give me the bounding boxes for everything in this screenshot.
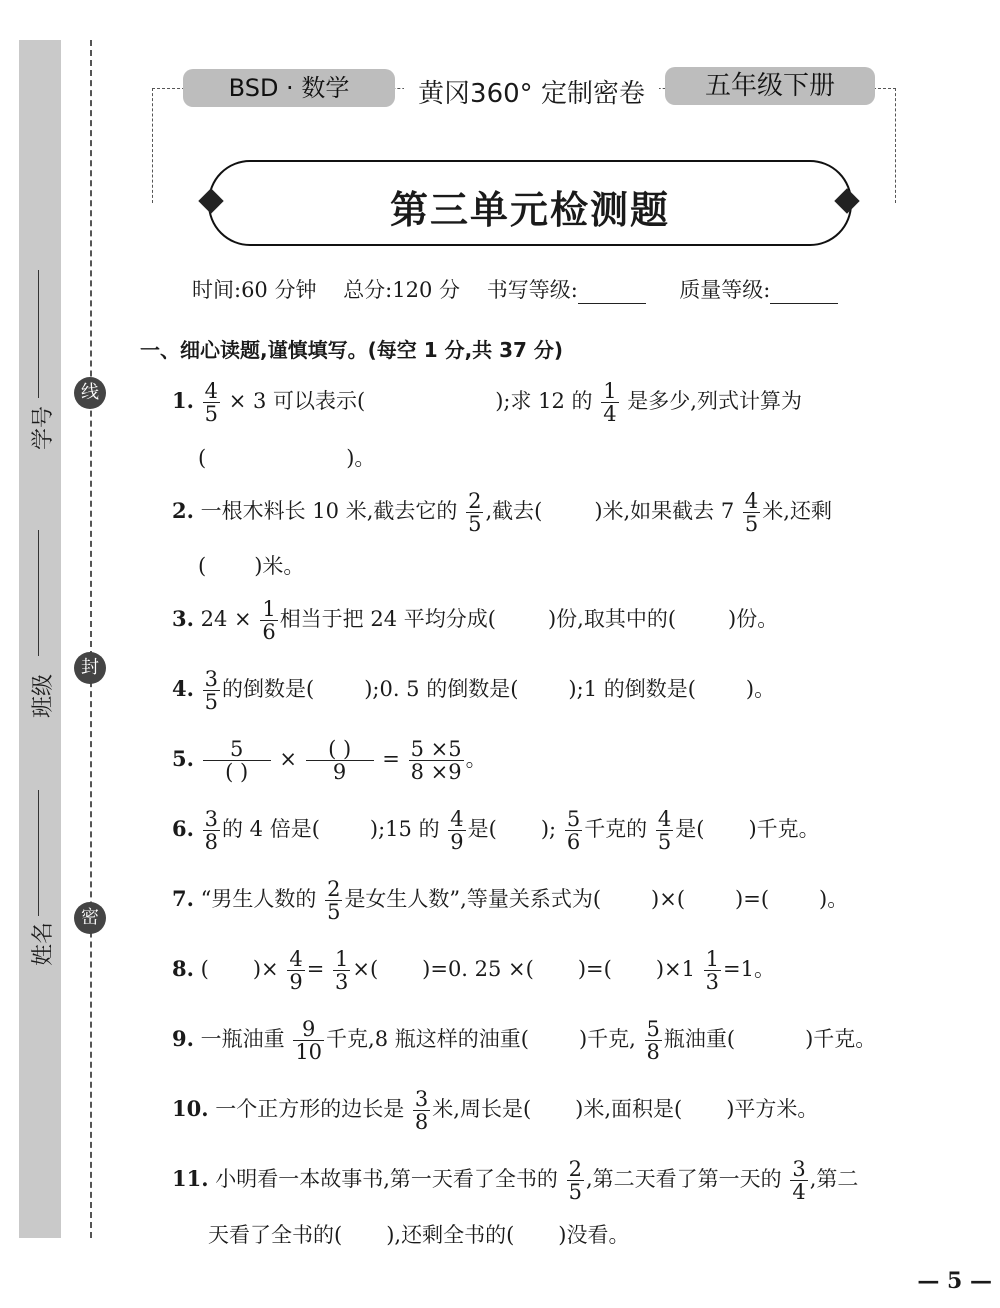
seal-xian-icon: 线 xyxy=(74,377,106,409)
question-11-line2: 天看了全书的( ),还剩全书的( )没看。 xyxy=(208,1223,630,1247)
page-number: — 5 — xyxy=(917,1268,992,1294)
question-4: 4. $\frac{3}{5}$ 的倒数是( );0. 5 的倒数是( );1 的倒数是( )。 xyxy=(172,667,776,715)
seal-dashed-line xyxy=(90,40,92,1238)
name-line xyxy=(38,790,39,916)
student-id-label: 学号 xyxy=(31,405,56,450)
seal-mi-icon: 密 xyxy=(74,902,106,934)
student-id-line xyxy=(38,270,39,398)
question-2-line2: ( )米。 xyxy=(198,554,305,578)
question-5: 5. $\frac{5}{( )}$ × $\frac{( )}{9}$ = $\frac{5 \times 5}{8 \times 9}$ 。 xyxy=(172,737,487,785)
page-title: 第三单元检测题 xyxy=(389,187,670,232)
question-10: 10. 一个正方形的边长是 $\frac{3}{8}$ 米,周长是( )米,面积是( )平方米。 xyxy=(172,1087,819,1135)
title-box xyxy=(208,160,852,246)
grade-pill: 五年级下册 xyxy=(665,67,875,105)
quality-grade-blank xyxy=(770,283,838,304)
binding-strip xyxy=(19,40,61,1238)
section-1-heading: 一、细心读题,谨慎填写。(每空 1 分,共 37 分) xyxy=(140,338,564,362)
class-label: 班级 xyxy=(31,673,56,718)
exam-total: 总分:120 分 xyxy=(343,278,461,302)
question-1-line2: ( )。 xyxy=(198,446,376,470)
series-name: 黄冈360° 定制密卷 xyxy=(404,73,659,110)
writing-grade-label: 书写等级: xyxy=(486,278,578,302)
question-2: 2. 一根木料长 10 米,截去它的 $\frac{2}{5}$ ,截去( )米,如果截去 7 $\frac{4}{5}$ 米,还剩 xyxy=(172,489,832,537)
question-7: 7. “男生人数的 $\frac{2}{5}$ 是女生人数”,等量关系式为( )×( )=( )。 xyxy=(172,877,849,925)
question-3: 3. 24 × $\frac{1}{6}$ 相当于把 24 平均分成( )份,取其中的( )份。 xyxy=(172,597,779,645)
seal-feng-icon: 封 xyxy=(74,652,106,684)
quality-grade-label: 质量等级: xyxy=(679,278,771,302)
question-6: 6. $\frac{3}{8}$ 的 4 倍是( );15 的 $\frac{4}{9}$ 是( ); $\frac{5}{6}$ 千克的 $\frac{4}{5}$ 是( )千克。 xyxy=(172,807,820,855)
question-9: 9. 一瓶油重 $\frac{9}{10}$ 千克,8 瓶这样的油重( )千克, $\frac{5}{8}$ 瓶油重( )千克。 xyxy=(172,1017,877,1065)
question-8: 8. ( )× $\frac{4}{9}$ = $\frac{1}{3}$ ×( )=0. 25 ×( )=( )×1 $\frac{1}{3}$ =1。 xyxy=(172,947,776,995)
name-label: 姓名 xyxy=(31,921,56,966)
class-line xyxy=(38,530,39,656)
question-1: 1. $\frac{4}{5}$ × 3 可以表示( );求 12 的 $\frac{1}{4}$ 是多少,列式计算为 xyxy=(172,379,802,427)
writing-grade-blank xyxy=(578,283,646,304)
exam-meta xyxy=(192,274,838,304)
exam-time: 时间:60 分钟 xyxy=(192,278,317,302)
subject-pill: BSD · 数学 xyxy=(183,69,395,107)
question-11: 11. 小明看一本故事书,第一天看了全书的 $\frac{2}{5}$ ,第二天看了第一天的 $\frac{3}{4}$ ,第二 xyxy=(172,1157,859,1205)
